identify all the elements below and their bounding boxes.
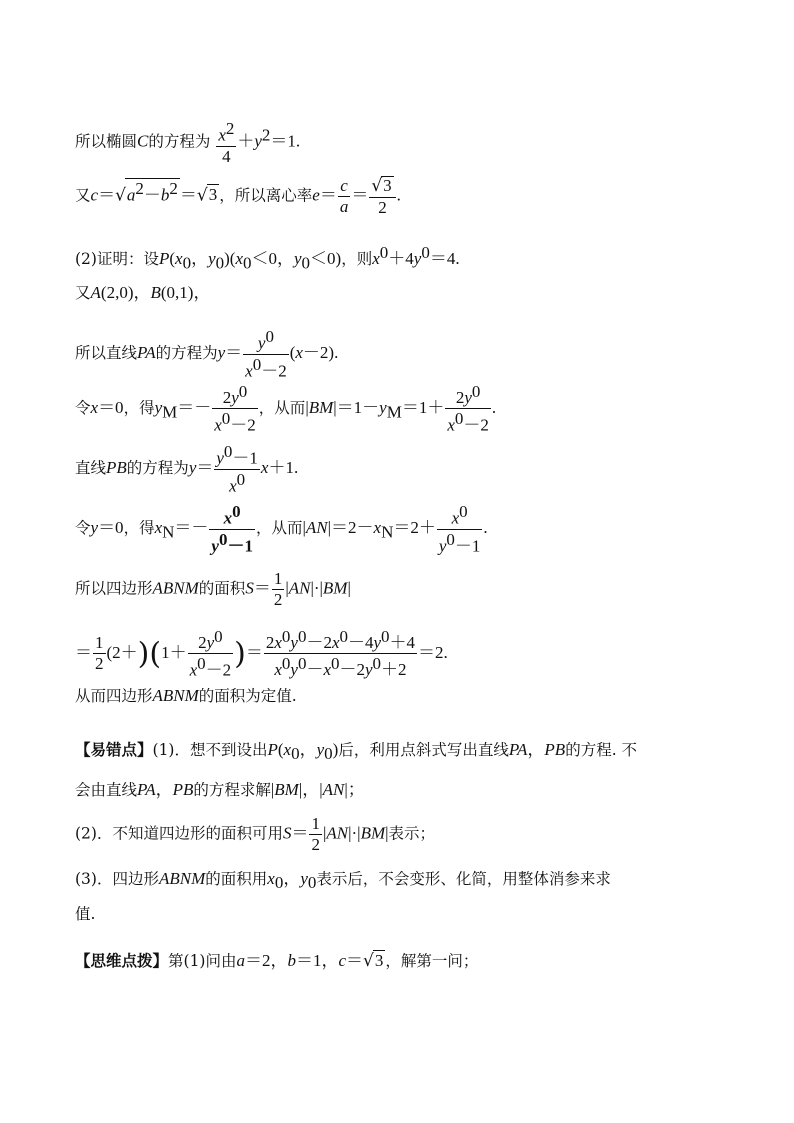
line-ym: 令x＝0，得$y_M=-$ $\frac{2y^0}{x^0-2}$ ，从而$|BM|=1-y_M=1+$ $\frac{2y^0}{x^0-2}$ . [75, 382, 497, 435]
line-proof-start: (2)证明：设$P(x_0$，$y_0)(x_0<0$，$y_0<0$)，则$x^0+4y^0=4$. [75, 243, 460, 273]
note-easy-3: (3)．四边形ABNM的面积用$x_0$，$y_0$表示后，不会变形、化简，用整体消参来求 [75, 869, 611, 893]
note-thinking: 【思维点拨】第(1)问由a＝2，b＝1，c＝√3 ，解第一问； [75, 951, 479, 971]
fraction: $\frac{x^2}{4}$ [218, 119, 235, 166]
line-pb-equation: 直线PB的方程为y＝ $\frac{y^0-1}{x^0}$ x＋1. [75, 442, 299, 496]
line-xn: 令y＝0，得$x_N=-$ $\frac{x^0}{y^0-1}$ ，从而$|AN|=2-x_N=2+$ $\frac{x^0}{y^0-1}$ . [75, 502, 488, 556]
line-ellipse-equation: 所以椭圆C的方程为 $\frac{x^2}{4}$ $+y^2=1$. [75, 119, 301, 166]
line-conclusion: 从而四边形ABNM的面积为定值. [75, 686, 297, 705]
line-pa-equation: 所以直线PA的方程为y＝ $\frac{y^0}{x^0-2}$ (x－2). [75, 327, 339, 381]
line-eccentricity: 又$c=√a^2-b^2 =√3$ ，所以离心率e＝ $\frac{c}{a}$ ＝ $\frac{√3}{2}$ . [75, 176, 401, 217]
note-easy-1: 【易错点】(1)．想不到设出$P(x_0$，$y_0$)后，利用点斜式写出直线PA，PB的方程. 不 [75, 740, 638, 764]
line-area-calc: ＝ $\frac{1}{2}$ (2＋)(1＋ $\frac{2y^0}{x^0-2}$ )＝ $\frac{2x^0y^0-2x^0-4y^0+4}{x^0y^0-x^0-2y^0+2}$ ＝2. [75, 627, 448, 680]
note-easy-2: (2)．不知道四边形的面积可用S＝ $\frac{1}{2}$ |AN|·|BM|表示； [75, 814, 436, 854]
note-easy-3-cont: 值. [75, 905, 96, 923]
line-points: 又A(2,0)，B(0,1)， [75, 283, 211, 302]
note-easy-1-cont: 会由直线PA，PB的方程求解|BM|，|AN|； [75, 780, 365, 799]
line-area: 所以四边形ABNM的面积S＝ $\frac{1}{2}$ |AN|·|BM| [75, 569, 351, 609]
